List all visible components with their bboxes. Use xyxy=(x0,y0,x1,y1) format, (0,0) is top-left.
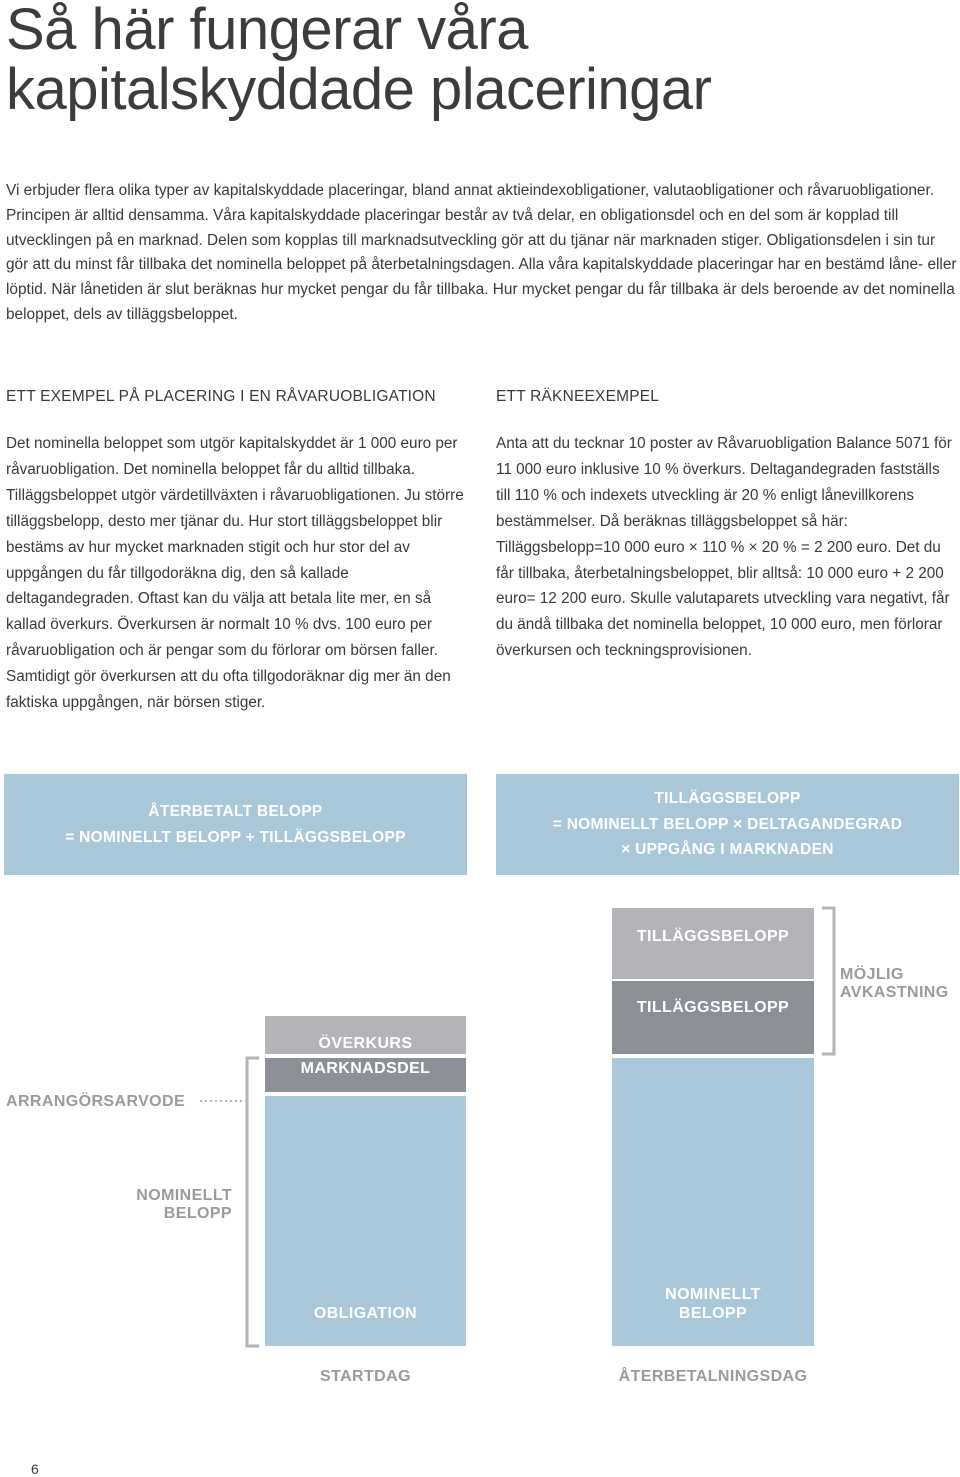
block-tillagg-top-label: TILLÄGGSBELOPP xyxy=(636,928,790,945)
formula-box-left-line2: = NOMINELLT BELOPP + TILLÄGGSBELOPP xyxy=(65,828,406,846)
block-tillagg-bottom-label: TILLÄGGSBELOPP xyxy=(636,999,790,1016)
page-title-line2: kapitalskyddade placeringar xyxy=(6,57,712,122)
axis-label-startdag: STARTDAG xyxy=(320,1368,411,1385)
formula-box-left-line1: ÅTERBETALT BELOPP xyxy=(148,803,323,820)
formula-box-right-line3: × UPPGÅNG I MARKNADEN xyxy=(621,841,834,859)
block-obligation-label: OBLIGATION xyxy=(313,1304,418,1322)
right-column-body: Anta att du tecknar 10 poster av Råvaruobligation Balance 5071 för 11 000 euro inklusive 10 % överkurs. Deltagandegraden fastställs till 110 % och indexets utveckling är 20 % enligt lånevillkorens bestämmelser. Då beräknas tilläggsbeloppet så här: Tilläggsbelopp=10 000 euro × 110 % × 20 % = 2 200 euro. Det du får tillbaka, återbetalningsbeloppet, blir alltså: 10 000 euro + 2 200 euro= 12 200 euro. Skulle valutaparets utveckling vara negativt, får du ändå tillbaka det nominella beloppet, 10 000 euro, men förlorar överkursen och teckningsprovisionen. xyxy=(496,435,952,660)
block-overkurs-label: ÖVERKURS xyxy=(318,1034,413,1052)
left-column-body: Det nominella beloppet som utgör kapitalskyddet är 1 000 euro per råvaruobligation. Det nominella beloppet får du alltid tillbaka. Tilläggsbeloppet utgör värdetillväxten i råvaruobligationen. Ju större tilläggsbelopp, desto mer tjänar du. Hur stort tilläggsbeloppet blir bestäms av hur mycket marknaden stigit och hur stor del av uppgången du får tillgodoräkna dig, den så kallade deltagandegraden. Oftast kan du välja att betala lite mer, en så kallad överkurs. Överkursen är normalt 10 % dvs. 100 euro per råvaruobligation och är pengar som du förlorar om börsen faller. Samtidigt gör överkursen att du ofta tillgodoräknar dig mer än den faktiska uppgången, när börsen stiger. xyxy=(6,435,464,712)
formula-box-additional-amount xyxy=(496,774,959,875)
left-bracket xyxy=(247,1058,259,1346)
block-nominellt-line1: NOMINELLT xyxy=(665,1286,761,1303)
label-arrangorsarvode: ARRANGÖRSARVODE xyxy=(6,1093,186,1110)
formula-box-right-line2: = NOMINELLT BELOPP × DELTAGANDEGRAD xyxy=(552,815,903,833)
formula-box-right-line1: TILLÄGGSBELOPP xyxy=(654,790,801,808)
block-marknadsdel-label: MARKNADSDEL xyxy=(300,1059,431,1077)
page-title-line1: Så här fungerar våra xyxy=(6,0,528,62)
page-number: 6 xyxy=(31,1461,39,1477)
formula-box-returned-amount xyxy=(4,774,467,875)
placement-diagram xyxy=(0,890,960,1410)
label-mojlig-line2: AVKASTNING xyxy=(840,984,949,1001)
diagram-brackets xyxy=(0,890,960,1410)
block-nominellt-line2: BELOPP xyxy=(678,1305,748,1322)
right-column-heading: ETT RÄKNEEXEMPEL xyxy=(496,388,660,405)
axis-label-aterbetalningsdag: ÅTERBETALNINGSDAG xyxy=(618,1368,808,1385)
label-mojlig-line1: MÖJLIG xyxy=(840,966,904,983)
page-title xyxy=(6,0,946,120)
label-nominellt-side-line2: BELOPP xyxy=(163,1205,232,1222)
right-bracket xyxy=(822,908,834,1054)
intro-paragraph: Vi erbjuder flera olika typer av kapitalskyddade placeringar, bland annat aktieindexobligationer, valutaobligationer och råvaruobligationer. Principen är alltid densamma. Våra kapitalskyddade placeringar består av två delar, en obligationsdel och en del som är kopplad till utvecklingen på en marknad. Delen som kopplas till marknadsutveckling gör att du tjänar när marknaden stiger. Obligationsdelen i sin tur gör att du minst får tillbaka det nominella beloppet på återbetalningsdagen. Alla våra kapitalskyddade placeringar har en bestämd låne- eller löptid. När lånetiden är slut beräknas hur mycket pengar du får tillbaka. Hur mycket pengar du får tillbaka är dels beroende av det nominella beloppet, dels av tilläggsbeloppet. xyxy=(6,182,957,323)
label-nominellt-side-line1: NOMINELLT xyxy=(136,1187,232,1204)
left-column-heading: ETT EXEMPEL PÅ PLACERING I EN RÅVARUOBLIGATION xyxy=(6,388,436,405)
